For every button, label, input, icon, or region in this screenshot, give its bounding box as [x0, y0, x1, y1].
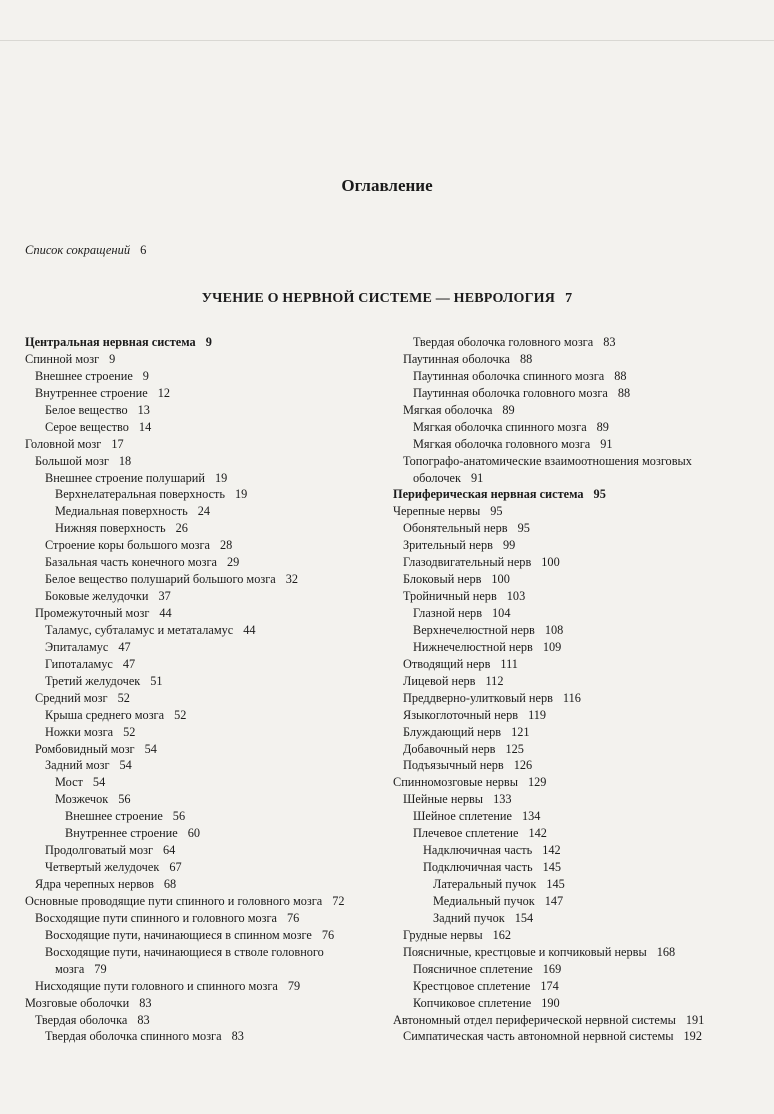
toc-entry-label: Топографо-анатомические взаимоотношения мозговых: [403, 453, 692, 468]
toc-entry[interactable]: [25, 639, 385, 656]
toc-entry-page: 72: [332, 893, 345, 908]
toc-entry[interactable]: [25, 486, 385, 503]
toc-entry-label: Блоковый нерв: [403, 572, 482, 587]
toc-entry[interactable]: [25, 893, 385, 910]
toc-entry[interactable]: [25, 707, 385, 724]
toc-entry-label: Автономный отдел периферической нервной системы: [393, 1012, 676, 1027]
toc-entry-label: Центральная нервная система: [25, 335, 196, 349]
toc-entry-page: 83: [137, 1012, 150, 1027]
toc-entry[interactable]: [25, 368, 385, 385]
toc-entry-page: 54: [119, 758, 132, 773]
toc-entry-page: 95: [517, 521, 530, 536]
toc-entry-page: 47: [118, 639, 131, 654]
toc-entry-label: Большой мозг: [35, 453, 109, 468]
toc-entry-continuation[interactable]: [25, 961, 385, 978]
toc-entry-label: Глазной нерв: [413, 606, 483, 620]
toc-entry-label: Блуждающий нерв: [403, 724, 502, 739]
toc-entry[interactable]: [25, 690, 385, 707]
toc-entry[interactable]: [393, 825, 753, 842]
toc-entry-page: 6: [140, 243, 147, 257]
toc-entry[interactable]: [393, 1028, 753, 1045]
toc-entry-label: Восходящие пути, начинающиеся в спинном мозге: [45, 927, 312, 942]
toc-entry-label: Подключичная часть: [423, 860, 533, 875]
toc-entry-page: 88: [614, 368, 627, 383]
toc-entry-label: Строение коры большого мозга: [45, 538, 210, 553]
toc-entry[interactable]: [25, 537, 385, 554]
toc-entry-label: Продолговатый мозг: [45, 843, 153, 858]
toc-entry-label: Надключичная часть: [423, 843, 533, 858]
toc-entry-page: 111: [500, 656, 518, 671]
toc-entry-page: 76: [321, 927, 335, 942]
toc-entry[interactable]: [393, 588, 753, 605]
toc-entry-label: Мозговые оболочки: [25, 995, 130, 1010]
toc-entry[interactable]: [393, 639, 753, 656]
toc-entry[interactable]: [25, 351, 385, 368]
toc-entry[interactable]: [25, 605, 385, 622]
toc-entry[interactable]: [25, 1012, 385, 1029]
toc-entry[interactable]: [393, 368, 753, 385]
toc-entry-label: Гипоталамус: [45, 656, 113, 671]
toc-entry-page: 47: [122, 656, 136, 671]
toc-entry-label: Внутреннее строение: [35, 385, 148, 400]
toc-entry[interactable]: [393, 995, 753, 1012]
toc-entry-page: 154: [514, 910, 534, 925]
part-heading-label: УЧЕНИЕ О НЕРВНОЙ СИСТЕМЕ — НЕВРОЛОГИЯ: [201, 291, 556, 306]
toc-entry[interactable]: [25, 503, 385, 520]
toc-entry-label: Головной мозг: [25, 436, 102, 451]
toc-entry-label: Ромбовидный мозг: [35, 741, 135, 756]
toc-entry-page: 26: [175, 521, 188, 536]
toc-entry[interactable]: [25, 724, 385, 741]
toc-entry-label: Добавочный нерв: [403, 741, 496, 756]
toc-entry-page: 14: [138, 419, 152, 434]
toc-entry[interactable]: [25, 825, 385, 842]
toc-entry-label: Верхнечелюстной нерв: [413, 622, 535, 637]
toc-entry[interactable]: [25, 808, 385, 825]
toc-entry[interactable]: [25, 741, 385, 758]
toc-entry[interactable]: [25, 673, 385, 690]
toc-entry-label: Грудные нервы: [403, 927, 483, 942]
toc-entry-page: 91: [600, 436, 613, 451]
toc-entry-page: 95: [593, 487, 606, 502]
toc-entry[interactable]: [25, 978, 385, 995]
toc-entry-page: 116: [562, 690, 581, 705]
toc-entry-label: Эпиталамус: [45, 639, 109, 654]
toc-entry-label: Ножки мозга: [45, 724, 114, 739]
toc-entry-page: 99: [502, 538, 516, 553]
toc-entry[interactable]: [25, 927, 385, 944]
toc-entry[interactable]: [393, 876, 753, 893]
toc-entry-page: 174: [540, 978, 559, 993]
toc-entry-label: Поясничное сплетение: [413, 961, 533, 976]
toc-entry-page: 9: [142, 368, 149, 383]
toc-entry-page: 79: [287, 978, 301, 993]
toc-entry[interactable]: [393, 554, 753, 571]
toc-entry-page: 17: [111, 436, 124, 451]
toc-entry[interactable]: [393, 334, 753, 351]
toc-entry[interactable]: [393, 656, 753, 673]
toc-entry-page: 95: [490, 504, 503, 519]
toc-entry[interactable]: [393, 961, 753, 978]
toc-entry-page: 88: [519, 351, 533, 366]
toc-entry-page: 100: [541, 555, 560, 570]
toc-entry[interactable]: [25, 588, 385, 605]
toc-entry-label: Средний мозг: [35, 690, 108, 705]
toc-entry-label: Медиальный пучок: [433, 893, 535, 908]
toc-entry-label: Преддверно-улитковый нерв: [403, 690, 553, 705]
toc-entry-label: Базальная часть конечного мозга: [45, 555, 218, 570]
toc-entry-label: Отводящий нерв: [403, 656, 491, 671]
toc-entry-label: Подъязычный нерв: [403, 758, 504, 773]
toc-entry-label: Языкоглоточный нерв: [403, 707, 519, 722]
toc-entry-page: 145: [546, 877, 565, 891]
toc-entry-page: 44: [159, 606, 172, 620]
toc-entry-page: 142: [528, 826, 547, 841]
toc-entry-page: 100: [491, 572, 510, 587]
toc-entry-page: 44: [243, 622, 256, 637]
toc-entry-label: Нижняя поверхность: [55, 521, 166, 536]
toc-entry-label: Черепные нервы: [393, 504, 481, 519]
toc-entry[interactable]: [393, 808, 753, 825]
toc-entry-label: Основные проводящие пути спинного и головного мозга: [25, 893, 323, 908]
toc-entry[interactable]: [393, 385, 753, 402]
toc-entry-label: мозга: [55, 961, 85, 976]
toc-entry[interactable]: [393, 1012, 753, 1029]
toc-entry[interactable]: [393, 402, 753, 419]
toc-entry[interactable]: [25, 1028, 385, 1045]
toc-entry-label: Внешнее строение: [35, 368, 133, 383]
toc-entry-page: 147: [544, 893, 564, 908]
page-top-rule: [0, 40, 774, 41]
toc-entry[interactable]: [25, 842, 385, 859]
toc-entry-label: Крыша среднего мозга: [45, 707, 165, 722]
toc-entry[interactable]: [393, 673, 753, 690]
toc-entry-page: 168: [656, 944, 676, 959]
toc-entry-label: Шейные нервы: [403, 792, 484, 807]
toc-entry[interactable]: [393, 486, 753, 503]
toc-entry-page: 54: [144, 741, 157, 756]
toc-entry-page: 56: [172, 809, 186, 824]
toc-entry[interactable]: [393, 707, 753, 724]
toc-entry-label: Белое вещество: [45, 402, 128, 417]
toc-entry[interactable]: [25, 757, 385, 774]
page-title: Оглавление: [341, 176, 433, 195]
toc-entry[interactable]: [25, 791, 385, 808]
toc-entry-label: Внешнее строение полушарий: [45, 470, 205, 485]
toc-entry-page: 103: [506, 589, 526, 604]
toc-entry[interactable]: [393, 724, 753, 741]
toc-entry-label: Мягкая оболочка спинного мозга: [413, 419, 587, 434]
toc-entry-page: 37: [158, 589, 171, 604]
toc-entry[interactable]: [393, 791, 753, 808]
toc-entry-label: Плечевое сплетение: [413, 826, 519, 841]
toc-entry-page: 56: [118, 792, 131, 807]
toc-entry-label: Мягкая оболочка: [403, 402, 493, 417]
toc-entry[interactable]: [393, 978, 753, 995]
toc-entry[interactable]: [25, 334, 385, 351]
toc-entry-label: Таламус, субталамус и метаталамус: [45, 622, 234, 637]
toc-entry-label: Внутреннее строение: [65, 826, 178, 841]
toc-entry[interactable]: [393, 419, 753, 436]
toc-entry-label: Лицевой нерв: [403, 673, 476, 688]
toc-entry[interactable]: [393, 605, 753, 622]
toc-entry-page: 119: [528, 707, 547, 722]
toc-entry-page: 91: [470, 470, 484, 485]
toc-entry-label: Поясничные, крестцовые и копчиковый нервы: [403, 944, 647, 959]
toc-entry-page: 54: [92, 775, 106, 790]
toc-entry-page: 9: [109, 351, 116, 366]
toc-entry[interactable]: [393, 351, 753, 368]
toc-entry-page: 142: [542, 843, 561, 858]
toc-entry-label: Список сокращений: [25, 243, 131, 257]
toc-entry-label: Боковые желудочки: [45, 589, 149, 604]
toc-entry-label: Серое вещество: [45, 419, 129, 434]
toc-entry-label: Нижнечелюстной нерв: [413, 639, 533, 654]
toc-entry-label: Паутинная оболочка: [403, 351, 510, 366]
toc-entry-abbreviations[interactable]: [25, 243, 146, 258]
toc-entry-label: Восходящие пути, начинающиеся в стволе головного: [45, 944, 324, 959]
toc-entry-label: Задний пучок: [433, 910, 505, 925]
toc-entry-page: 12: [157, 385, 171, 400]
toc-entry-page: 79: [94, 961, 107, 976]
toc-entry-label: Спинной мозг: [25, 351, 100, 366]
toc-entry[interactable]: [25, 571, 385, 588]
toc-entry-page: 24: [197, 504, 210, 519]
toc-entry-page: 32: [285, 572, 299, 587]
toc-entry-page: 9: [205, 335, 212, 349]
toc-entry-label: Глазодвигательный нерв: [403, 555, 532, 570]
toc-entry-label: Задний мозг: [45, 758, 110, 773]
toc-entry-label: Промежуточный мозг: [35, 606, 150, 620]
toc-entry-page: 83: [139, 995, 152, 1010]
toc-entry-label: Копчиковое сплетение: [413, 995, 532, 1010]
toc-entry-label: Ядра черепных нервов: [35, 877, 154, 891]
toc-entry-label: Твердая оболочка головного мозга: [413, 335, 594, 349]
toc-entry[interactable]: [393, 927, 753, 944]
toc-entry[interactable]: [25, 774, 385, 791]
toc-entry-page: 68: [163, 877, 177, 891]
toc-entry-page: 28: [220, 538, 233, 553]
toc-entry-page: 52: [123, 724, 136, 739]
toc-entry-label: Паутинная оболочка головного мозга: [413, 385, 608, 400]
toc-entry-label: Третий желудочек: [45, 673, 141, 688]
toc-entry-page: 145: [542, 860, 562, 875]
toc-entry-page: 192: [683, 1029, 702, 1044]
toc-entry-page: 126: [513, 758, 533, 773]
toc-entry-label: Мягкая оболочка головного мозга: [413, 436, 591, 451]
toc-entry-label: Мозжечок: [55, 792, 109, 807]
toc-entry-page: 52: [117, 690, 130, 705]
toc-entry[interactable]: [393, 571, 753, 588]
toc-entry-label: Шейное сплетение: [413, 809, 512, 824]
toc-entry-page: 83: [603, 335, 616, 349]
toc-entry-page: 191: [685, 1012, 705, 1027]
toc-entry-page: 104: [492, 606, 511, 620]
toc-entry-page: 125: [505, 741, 524, 756]
toc-entry-label: Спинномозговые нервы: [393, 775, 518, 790]
toc-entry[interactable]: [25, 419, 385, 436]
toc-entry-page: 89: [502, 402, 515, 417]
toc-right-column: [393, 334, 753, 1045]
toc-entry-page: 67: [169, 860, 182, 875]
toc-entry-page: 64: [163, 843, 176, 858]
part-heading-page: 7: [565, 291, 573, 306]
toc-entry[interactable]: [393, 436, 753, 453]
toc-entry-page: 89: [596, 419, 609, 434]
toc-entry-label: Зрительный нерв: [403, 538, 493, 553]
toc-entry-page: 162: [492, 927, 512, 942]
toc-entry[interactable]: [25, 385, 385, 402]
toc-entry-page: 52: [174, 707, 187, 722]
toc-entry[interactable]: [25, 554, 385, 571]
toc-entry-page: 108: [544, 622, 564, 637]
toc-entry[interactable]: [393, 503, 753, 520]
toc-entry-label: оболочек: [413, 470, 461, 485]
toc-entry-page: 134: [521, 809, 541, 824]
toc-entry-page: 83: [231, 1029, 244, 1044]
toc-entry[interactable]: [25, 859, 385, 876]
toc-entry[interactable]: [25, 622, 385, 639]
toc-entry[interactable]: [393, 520, 753, 537]
toc-entry-page: 190: [541, 995, 560, 1010]
toc-entry[interactable]: [25, 436, 385, 453]
toc-entry[interactable]: [25, 944, 385, 961]
toc-entry-label: Тройничный нерв: [403, 589, 497, 604]
toc-entry-page: 112: [485, 673, 504, 688]
toc-entry[interactable]: [393, 757, 753, 774]
toc-entry[interactable]: [393, 690, 753, 707]
toc-entry-page: 19: [214, 470, 228, 485]
toc-entry-label: Симпатическая часть автономной нервной системы: [403, 1029, 674, 1044]
toc-entry[interactable]: [393, 893, 753, 910]
toc-entry[interactable]: [393, 741, 753, 758]
part-heading[interactable]: [0, 291, 774, 307]
toc-entry[interactable]: [393, 944, 753, 961]
toc-entry[interactable]: [393, 774, 753, 791]
toc-entry[interactable]: [393, 859, 753, 876]
toc-entry-label: Белое вещество полушарий большого мозга: [45, 572, 276, 587]
toc-entry-page: 19: [235, 487, 248, 502]
toc-entry[interactable]: [393, 910, 753, 927]
toc-entry-page: 129: [527, 775, 547, 790]
toc-entry-page: 169: [542, 961, 562, 976]
toc-entry-label: Медиальная поверхность: [55, 504, 188, 519]
toc-entry[interactable]: [25, 995, 385, 1012]
toc-entry[interactable]: [25, 402, 385, 419]
toc-entry-label: Нисходящие пути головного и спинного мозга: [35, 978, 278, 993]
toc-entry[interactable]: [393, 537, 753, 554]
toc-entry-page: 133: [493, 792, 512, 807]
toc-entry-label: Обонятельный нерв: [403, 521, 508, 536]
toc-entry-label: Крестцовое сплетение: [413, 978, 531, 993]
toc-entry-label: Внешнее строение: [65, 809, 163, 824]
toc-entry[interactable]: [25, 520, 385, 537]
toc-entry-page: 76: [287, 910, 300, 925]
toc-entry-label: Восходящие пути спинного и головного мозга: [35, 910, 278, 925]
toc-entry[interactable]: [25, 453, 385, 470]
toc-entry-label: Мост: [55, 775, 83, 790]
toc-entry-page: 60: [187, 826, 201, 841]
toc-entry-label: Верхнелатеральная поверхность: [55, 487, 226, 502]
toc-entry-label: Периферическая нервная система: [393, 487, 584, 502]
toc-entry-label: Латеральный пучок: [433, 877, 537, 891]
toc-entry-page: 109: [542, 639, 562, 654]
toc-entry-label: Четвертый желудочек: [45, 860, 160, 875]
toc-entry-page: 18: [118, 453, 132, 468]
toc-entry-page: 29: [227, 555, 240, 570]
toc-entry[interactable]: [25, 910, 385, 927]
toc-entry-label: Твердая оболочка: [35, 1012, 128, 1027]
toc-entry-page: 13: [137, 402, 150, 417]
toc-entry-page: 51: [150, 673, 163, 688]
toc-entry[interactable]: [25, 470, 385, 487]
toc-entry-continuation[interactable]: [393, 470, 753, 487]
toc-entry[interactable]: [25, 876, 385, 893]
toc-entry[interactable]: [25, 656, 385, 673]
toc-entry-page: 88: [617, 385, 631, 400]
toc-entry-label: Твердая оболочка спинного мозга: [45, 1029, 222, 1044]
toc-entry[interactable]: [393, 622, 753, 639]
toc-entry-page: 121: [511, 724, 530, 739]
toc-entry[interactable]: [393, 842, 753, 859]
toc-entry[interactable]: [393, 453, 753, 470]
toc-left-column: [25, 334, 385, 1045]
toc-entry-label: Паутинная оболочка спинного мозга: [413, 368, 605, 383]
